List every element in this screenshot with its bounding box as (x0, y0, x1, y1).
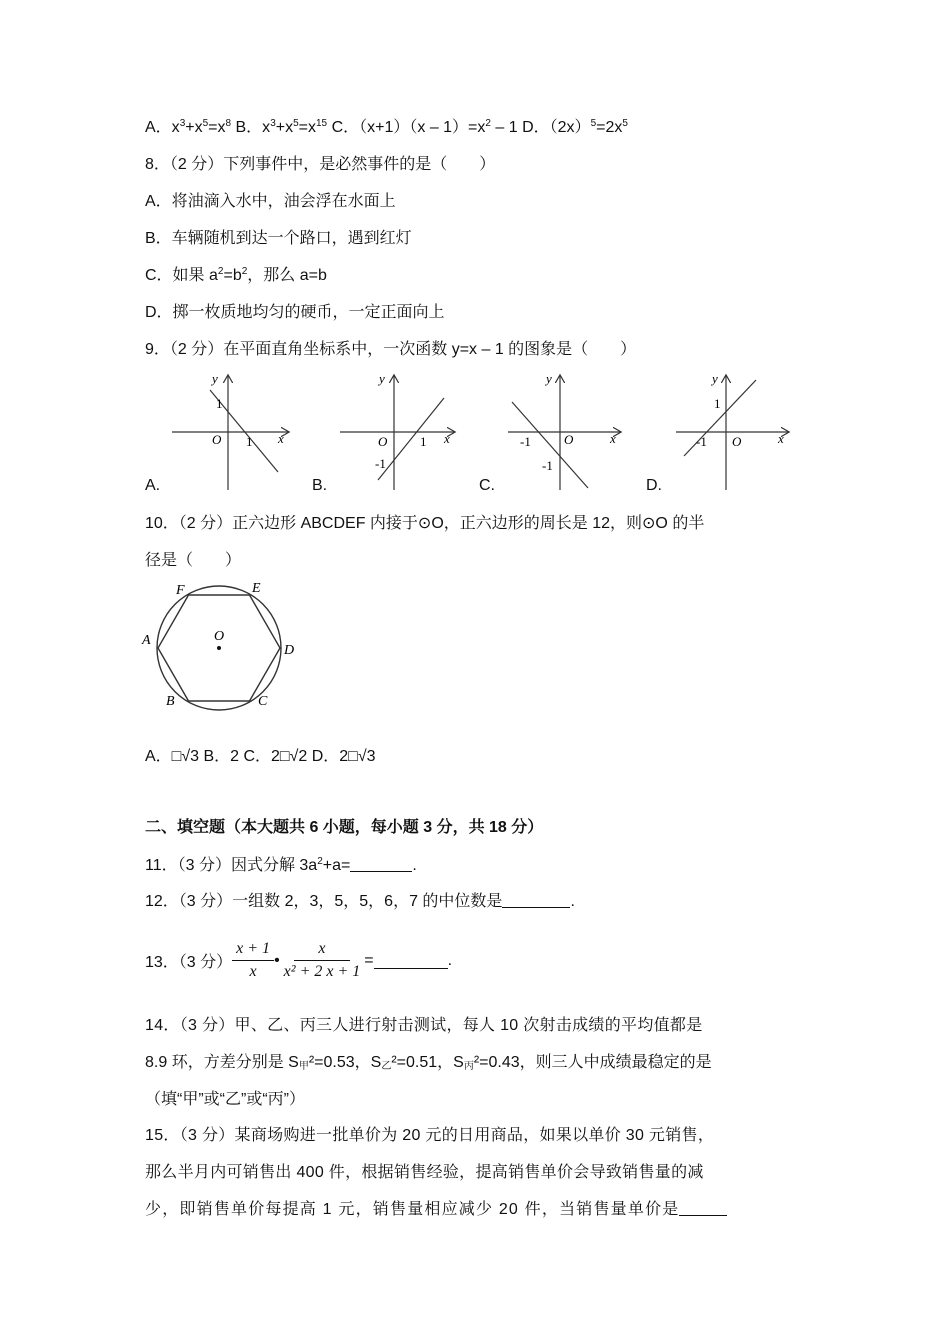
origin-label: O (564, 432, 574, 447)
numerator: x + 1 (232, 938, 274, 961)
fraction-2 (280, 938, 365, 983)
text: +a= (322, 857, 351, 874)
section-2-heading: 二、填空题（本大题共 6 小题，每小题 3 分，共 18 分） (145, 819, 544, 836)
q7-option-a: A．x (145, 119, 180, 136)
q7-option-d: – 1 D．（2x） (490, 119, 591, 136)
text: =2x (596, 119, 623, 136)
graph-line (378, 398, 444, 480)
vertex-a: A (142, 633, 151, 648)
q9-label-d: D. (646, 477, 662, 494)
text: . (447, 951, 453, 969)
graph-d (676, 371, 788, 490)
q8-stem: 8．（2 分）下列事件中，是必然事件的是（ ） (145, 156, 496, 173)
center-label: O (214, 629, 225, 644)
text: ²=0.51，S (391, 1054, 464, 1071)
vertex-e: E (252, 581, 261, 596)
q10-stem-1: 10．（2 分）正六边形 ABCDEF 内接于⊙O，正六边形的周长是 12，则⊙O 的半 (145, 515, 705, 532)
text: 11．（3 分）因式分解 3a (145, 857, 318, 874)
q7-option-c: C．（x+1）（x – 1）=x (327, 119, 486, 136)
q9-label-b: B. (312, 477, 328, 494)
q9-label-a: A. (145, 477, 161, 494)
text: = (364, 951, 374, 969)
x-label: x (444, 431, 450, 446)
q9-stem: 9．（2 分）在平面直角坐标系中，一次函数 y=x – 1 的图象是（ ） (145, 341, 637, 358)
exp: 5 (590, 118, 597, 129)
q9-graphs (160, 368, 840, 498)
numerator: x (294, 938, 349, 961)
q8-option-a: A．将油滴入水中，油会浮在水面上 (145, 193, 396, 210)
x-label: x (278, 431, 284, 446)
q13 (145, 938, 452, 983)
q14-line-2 (145, 1052, 712, 1078)
q8-option-c (145, 265, 327, 287)
text: . (570, 893, 575, 910)
x-label: x (610, 431, 616, 446)
vertex-b: B (166, 694, 175, 709)
exp: 15 (316, 118, 328, 129)
answer-blank[interactable] (679, 1199, 727, 1216)
tick-y: 1 (714, 396, 721, 411)
q10-stem-2: 径是（ ） (145, 552, 242, 569)
q15-line-1: 15．（3 分）某商场购进一批单价为 20 元的日用商品，如果以单价 30 元销售， (145, 1127, 715, 1144)
y-label: y (379, 371, 385, 386)
text: +x (275, 119, 294, 136)
y-label: y (712, 371, 718, 386)
graph-b (340, 371, 454, 490)
text: 12．（3 分）一组数 2，3，5，5，6，7 的中位数是 (145, 893, 503, 910)
text: 8.9 环，方差分别是 S (145, 1054, 299, 1071)
text: +x (185, 119, 203, 136)
graph-c (508, 371, 620, 490)
y-label: y (546, 371, 552, 386)
center-point (217, 646, 221, 650)
q8-option-b: B．车辆随机到达一个路口，遇到红灯 (145, 230, 412, 247)
graph-a (172, 371, 288, 490)
tick-x: -1 (696, 434, 707, 449)
tick-x: 1 (420, 434, 427, 449)
exp: 2 (485, 118, 491, 129)
vertex-f: F (176, 583, 185, 598)
denominator: x (249, 963, 257, 980)
q14-line-3: （填“甲”或“乙”或“丙”） (145, 1091, 305, 1108)
exp: 5 (622, 118, 628, 129)
exp: 2 (217, 266, 224, 277)
answer-blank[interactable] (502, 891, 570, 908)
exp: 3 (270, 118, 276, 129)
q10-hexagon-figure (138, 578, 308, 713)
text: ，那么 a=b (247, 267, 327, 284)
x-label: x (778, 431, 784, 446)
q10-options: A．□√3 B．2 C．2□√2 D．2□√3 (145, 748, 376, 765)
text: 13．（3 分） (145, 954, 233, 971)
text: =x (208, 119, 226, 136)
origin-label: O (732, 434, 742, 449)
q9-label-c: C. (479, 477, 495, 494)
q15-line-3 (145, 1199, 727, 1221)
y-label: y (212, 371, 218, 386)
graph-line (684, 380, 756, 456)
q7-option-b: B．x (231, 119, 271, 136)
subscript: 甲 (298, 1061, 309, 1072)
text: =x (298, 119, 316, 136)
text: ²=0.43，则三人中成绩最稳定的是 (473, 1054, 712, 1071)
q12 (145, 891, 575, 913)
fraction-1 (232, 938, 274, 983)
origin-label: O (212, 432, 222, 447)
subscript: 丙 (463, 1061, 474, 1072)
answer-blank[interactable] (350, 855, 412, 872)
subscript: 乙 (381, 1061, 392, 1072)
tick-x: -1 (520, 434, 531, 449)
tick-y: -1 (375, 456, 386, 471)
q15-line-2: 那么半月内可销售出 400 件，根据销售经验，提高销售单价会导致销售量的减 (145, 1164, 704, 1181)
text: =b (223, 267, 242, 284)
origin-label: O (378, 434, 388, 449)
answer-blank[interactable] (374, 952, 448, 969)
q8-option-d: D．掷一枚质地均匀的硬币，一定正面向上 (145, 304, 445, 321)
q7-options (145, 117, 628, 139)
exp: 3 (179, 118, 186, 129)
tick-y: -1 (542, 458, 553, 473)
denominator: x² + 2 x + 1 (283, 963, 361, 980)
text: ²=0.53，S (308, 1054, 382, 1071)
exp: 8 (225, 118, 232, 129)
exp: 5 (293, 118, 299, 129)
multiply-dot: • (274, 951, 280, 969)
exp: 5 (202, 118, 209, 129)
vertex-d: D (284, 643, 295, 658)
text: C．如果 a (145, 267, 218, 284)
tick-y: 1 (216, 396, 223, 411)
exp: 2 (241, 266, 248, 277)
q11 (145, 855, 417, 877)
q14-line-1: 14．（3 分）甲、乙、丙三人进行射击测试，每人 10 次射击成绩的平均值都是 (145, 1017, 703, 1034)
text: . (412, 857, 417, 874)
text: 少，即销售单价每提高 1 元，销售量相应减少 20 件，当销售量单价是 (145, 1201, 680, 1218)
exp: 2 (317, 856, 323, 867)
tick-x: 1 (246, 434, 253, 449)
vertex-c: C (258, 694, 268, 709)
